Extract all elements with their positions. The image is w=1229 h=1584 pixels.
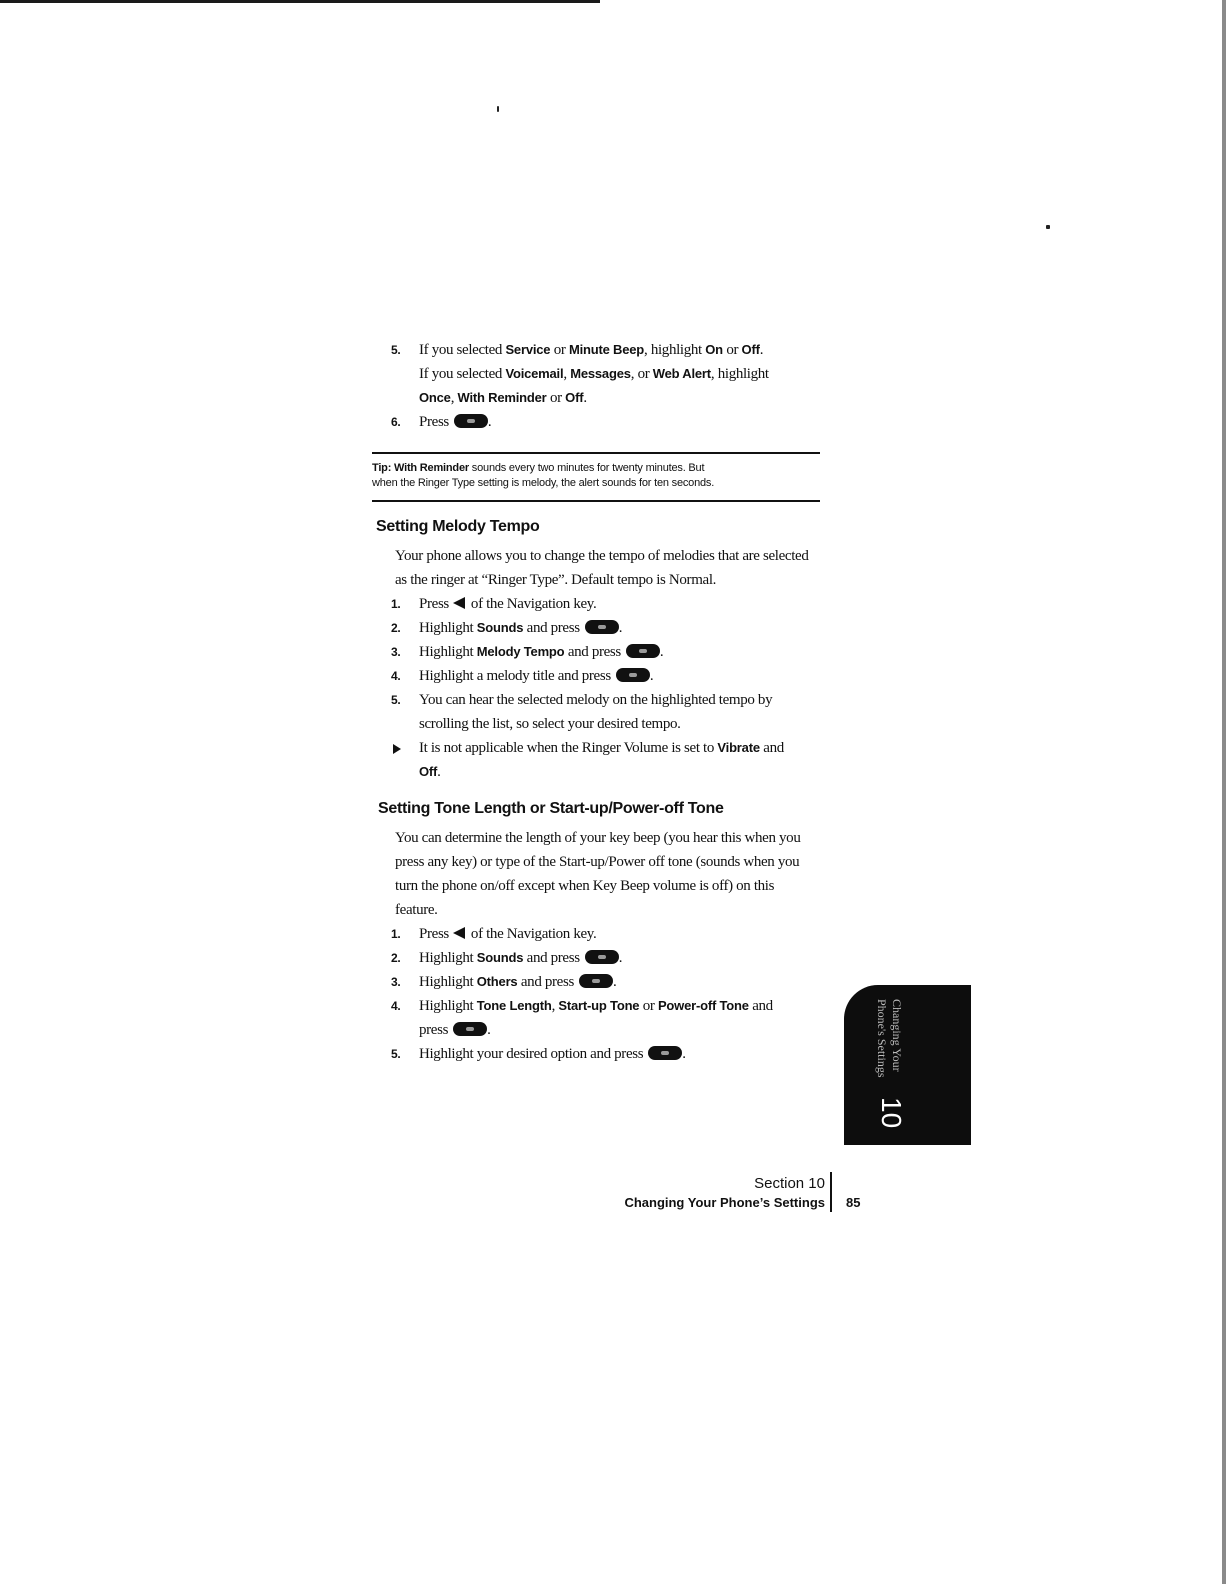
step-line: Once, With Reminder or Off. — [419, 390, 587, 406]
page-content — [372, 338, 835, 1066]
bold-term: With Reminder — [457, 390, 547, 405]
scan-edge-top — [0, 0, 600, 3]
step-number: 1. — [391, 597, 401, 611]
scan-edge-right — [1222, 0, 1226, 1584]
step-number: 5. — [391, 693, 401, 707]
list-item: 2. Highlight Sounds and press . — [385, 616, 835, 640]
tip-text: when the Ringer Type setting is melody, the alert sounds for ten seconds. — [372, 477, 715, 489]
step-number: 4. — [391, 669, 401, 683]
tip-box: Tip: With Reminder sounds every two minutes for twenty minutes. But when the Ringer Type setting is melody, the alert sounds for ten seconds. — [372, 452, 820, 502]
step-number: 3. — [391, 975, 401, 989]
bold-term: Tone Length — [476, 998, 552, 1013]
section-side-tab — [844, 985, 971, 1145]
bold-term: Off — [565, 390, 584, 405]
side-tab-label: Changing Your Phone's Settings — [875, 999, 904, 1078]
bold-term: Minute Beep — [568, 342, 645, 357]
ok-key-icon — [626, 644, 660, 658]
intro-paragraph: Your phone allows you to change the tempo of melodies that are selected as the ringer at “Ringer Type”. Default tempo is Normal. — [395, 548, 809, 588]
scan-speck — [497, 106, 499, 112]
list-item: 5. You can hear the selected melody on the highlighted tempo by scrolling the list, so select your desired tempo. — [385, 688, 835, 736]
list-item — [385, 338, 835, 410]
list-item: 1. Press of the Navigation key. — [385, 922, 835, 946]
ok-key-icon — [579, 974, 613, 988]
bold-term: Others — [476, 974, 518, 989]
footer-chapter-title: Changing Your Phone’s Settings — [624, 1195, 825, 1210]
step-number: 2. — [391, 951, 401, 965]
list-item: 4. Highlight Tone Length, Start-up Tone or Power-off Tone and press . — [385, 994, 835, 1042]
ok-key-icon — [585, 620, 619, 634]
triangle-bullet-icon — [393, 744, 401, 754]
bold-term: Once — [419, 390, 451, 405]
footer-divider — [830, 1172, 832, 1212]
step-number: 3. — [391, 645, 401, 659]
bold-term: Web Alert — [652, 366, 711, 381]
ok-key-icon — [585, 950, 619, 964]
note-item: It is not applicable when the Ringer Volume is set to Vibrate and Off. — [385, 736, 835, 784]
step-line: If you selected Voicemail, Messages, or Web Alert, highlight — [419, 366, 769, 382]
melody-steps-list — [385, 592, 835, 784]
scan-speck — [1046, 225, 1050, 229]
step-number: 5. — [391, 343, 401, 357]
list-item: 4. Highlight a melody title and press . — [385, 664, 835, 688]
bold-term: Vibrate — [717, 740, 760, 755]
navigation-left-arrow-icon — [453, 597, 465, 609]
step-number: 5. — [391, 1047, 401, 1061]
steps-continued-list — [385, 338, 835, 434]
step-number: 4. — [391, 999, 401, 1013]
bold-term: Sounds — [476, 950, 524, 965]
list-item: 1. Press of the Navigation key. — [385, 592, 835, 616]
list-item: 6. Press . — [385, 410, 835, 434]
list-item: 5. Highlight your desired option and press . — [385, 1042, 835, 1066]
step-line: If you selected Service or Minute Beep, highlight On or Off. — [419, 342, 764, 358]
footer-section: Section 10 — [754, 1175, 825, 1192]
bold-term: Melody Tempo — [476, 644, 565, 659]
bold-term: Messages — [570, 366, 631, 381]
section-heading-melody-tempo: Setting Melody Tempo — [376, 518, 540, 535]
step-number: 6. — [391, 415, 401, 429]
bold-term: Power-off Tone — [657, 998, 749, 1013]
ok-key-icon — [453, 1022, 487, 1036]
list-item: 3. Highlight Others and press . — [385, 970, 835, 994]
bold-term: Off — [741, 342, 760, 357]
bold-term: Off — [419, 764, 438, 779]
page-number: 85 — [846, 1195, 861, 1210]
side-tab-number: 10 — [876, 1097, 907, 1129]
bold-term: Voicemail — [505, 366, 564, 381]
bold-term: Start-up Tone — [558, 998, 640, 1013]
tone-steps-list — [385, 922, 835, 1066]
tip-label: Tip: — [372, 462, 392, 474]
bold-term: With Reminder — [391, 462, 469, 474]
ok-key-icon — [454, 414, 488, 428]
section-heading-tone-length: Setting Tone Length or Start-up/Power-off Tone — [378, 800, 724, 817]
intro-paragraph: You can determine the length of your key beep (you hear this when you press any key) or type of the Start-up/Power off tone (sounds when you turn the phone on/off except when Key Beep volume is off) on this feature. — [395, 830, 801, 918]
list-item: 3. Highlight Melody Tempo and press . — [385, 640, 835, 664]
navigation-left-arrow-icon — [453, 927, 465, 939]
list-item: 2. Highlight Sounds and press . — [385, 946, 835, 970]
bold-term: Sounds — [476, 620, 524, 635]
ok-key-icon — [648, 1046, 682, 1060]
step-number: 1. — [391, 927, 401, 941]
bold-term: On — [705, 342, 723, 357]
bold-term: Service — [505, 342, 551, 357]
ok-key-icon — [616, 668, 650, 682]
step-number: 2. — [391, 621, 401, 635]
